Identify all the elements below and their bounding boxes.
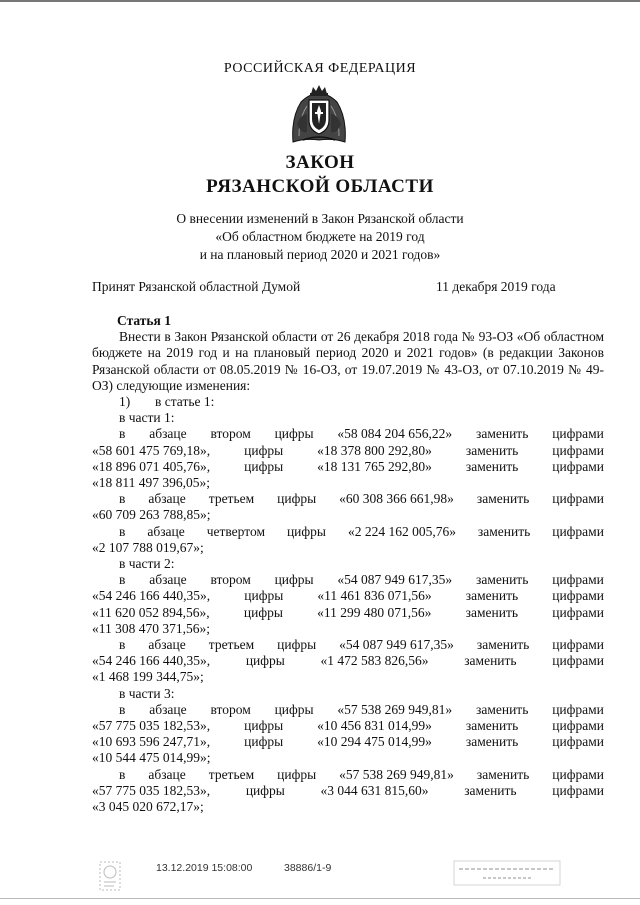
amendment-line: «18 811 497 396,05»; (92, 475, 210, 491)
text-chunk: в (119, 523, 126, 539)
text-chunk: абзаце (149, 701, 187, 717)
text-chunk: цифрами (552, 588, 604, 604)
text-chunk: четвертом (206, 523, 265, 539)
amendment-line (92, 588, 604, 604)
text-chunk: в (119, 766, 126, 782)
part-heading: в части 3: (119, 685, 175, 701)
text-chunk: «18 131 765 292,80» (317, 458, 432, 474)
adoption-date: 11 декабря 2019 года (436, 279, 556, 294)
text-chunk: в (119, 572, 126, 588)
text-chunk: заменить (465, 458, 519, 474)
text-chunk: цифры (277, 637, 317, 653)
text-chunk: абзаце (148, 637, 186, 653)
text-chunk: «54 087 949 617,35» (337, 572, 453, 588)
text-chunk: «11 299 480 071,56» (317, 604, 432, 620)
law-title-line1: ЗАКОН (285, 152, 355, 173)
text-chunk: цифрами (552, 572, 604, 588)
amendment-line (92, 443, 604, 459)
text-chunk: «1 472 583 826,56» (320, 653, 429, 669)
text-chunk: «3 044 631 815,60» (320, 782, 429, 798)
text-chunk: цифры (286, 523, 326, 539)
amendment-line (92, 653, 604, 669)
text-chunk: цифрами (552, 734, 604, 750)
text-chunk: «57 775 035 182,53», (92, 718, 211, 734)
text-chunk: цифрами (552, 491, 604, 507)
article-title: Статья 1 (117, 313, 171, 328)
amendment-line: «11 308 470 371,56»; (92, 620, 210, 636)
amendment-line (92, 718, 604, 734)
text-chunk: «60 308 366 661,98» (339, 491, 454, 507)
text-chunk: третьем (208, 491, 255, 507)
text-chunk: цифрами (552, 458, 604, 474)
text-chunk: заменить (465, 734, 519, 750)
part-heading: в части 2: (119, 556, 175, 572)
text-chunk: заменить (465, 442, 519, 458)
text-chunk: «11 620 052 894,56», (92, 604, 210, 620)
text-chunk: заменить (465, 718, 519, 734)
text-chunk: заменить (465, 604, 519, 620)
scan-bottom-edge (0, 898, 640, 899)
text-chunk: заменить (465, 588, 519, 604)
text-chunk: цифры (244, 718, 284, 734)
article-body (92, 313, 604, 815)
amendment-line (92, 524, 604, 540)
text-chunk: в (119, 426, 126, 442)
amendment-line (92, 767, 604, 783)
text-chunk: цифры (245, 782, 285, 798)
text-chunk: заменить (476, 701, 529, 717)
text-chunk: «57 775 035 182,53», (92, 782, 211, 798)
amendment-line (92, 459, 604, 475)
text-chunk: цифрами (552, 637, 604, 653)
amendment-line (92, 491, 604, 507)
subject-line: и на плановый период 2020 и 2021 годов» (199, 247, 441, 262)
amendment-line (92, 702, 604, 718)
text-chunk: цифры (244, 734, 284, 750)
text-chunk: третьем (208, 637, 255, 653)
text-chunk: абзаце (148, 766, 186, 782)
text-chunk: цифры (277, 491, 317, 507)
text-chunk: заменить (477, 523, 531, 539)
text-chunk: «58 084 204 656,22» (337, 426, 453, 442)
item-number: 1) (119, 394, 131, 410)
text-chunk: «10 294 475 014,99» (317, 734, 432, 750)
text-chunk: заменить (476, 572, 529, 588)
text-chunk: «10 693 596 247,71», (92, 734, 211, 750)
text-chunk: абзаце (147, 523, 185, 539)
text-chunk: «54 087 949 617,35» (339, 637, 454, 653)
adopted-by: Принят Рязанской областной Думой (92, 279, 301, 294)
text-chunk: заменить (476, 426, 529, 442)
part-heading: в части 1: (119, 410, 175, 426)
country-heading: РОССИЙСКАЯ ФЕДЕРАЦИЯ (223, 61, 417, 76)
text-chunk: цифры (274, 572, 314, 588)
text-chunk: абзаце (148, 491, 186, 507)
text-chunk: цифрами (552, 701, 604, 717)
seal-stamp-icon (98, 860, 122, 892)
text-chunk: цифры (244, 458, 284, 474)
amendment-line (92, 637, 604, 653)
text-chunk: цифры (274, 701, 314, 717)
amendment-line (92, 572, 604, 588)
text-chunk: цифрами (552, 782, 604, 798)
amendment-line: «2 107 788 019,67»; (92, 539, 204, 555)
text-chunk: втором (210, 572, 251, 588)
coat-of-arms-icon (287, 84, 351, 148)
text-chunk: «57 538 269 949,81» (339, 766, 454, 782)
article-intro: Внести в Закон Рязанской области от 26 декабря 2018 года № 93-ОЗ «Об областном бюджете на 2019 год и на плановый период 2020 и 2021 годов» (в редакции Законов Рязанской области от 08.05.2019 № 16-ОЗ, от 19.07.2019 № 43-ОЗ, от 07.10.2019 № 49-ОЗ) следующие изменения: (92, 329, 604, 393)
footer-registration-number: 38886/1-9 (284, 862, 332, 874)
text-chunk: в (119, 491, 126, 507)
text-chunk: цифры (274, 426, 314, 442)
text-chunk: цифрами (552, 718, 604, 734)
text-chunk: цифрами (552, 766, 604, 782)
text-chunk: цифры (243, 604, 283, 620)
text-chunk: третьем (208, 766, 255, 782)
text-chunk: заменить (476, 491, 530, 507)
text-chunk: абзаце (149, 426, 187, 442)
text-chunk: цифры (244, 588, 284, 604)
text-chunk: цифрами (552, 442, 604, 458)
text-chunk: «58 601 475 769,18», (92, 442, 211, 458)
scan-top-edge (0, 0, 640, 2)
amendment-line: «3 045 020 672,17»; (92, 799, 204, 815)
text-chunk: в (119, 701, 126, 717)
text-chunk: цифрами (552, 426, 604, 442)
text-chunk: «10 456 831 014,99» (317, 718, 432, 734)
text-chunk: цифры (245, 653, 285, 669)
text-chunk: втором (210, 426, 251, 442)
text-chunk: «18 378 800 292,80» (317, 442, 432, 458)
text-chunk: цифры (277, 766, 317, 782)
subject-line: «Об областном бюджете на 2019 год (215, 229, 425, 244)
amendment-line: «10 544 475 014,99»; (92, 750, 211, 766)
text-chunk: заменить (476, 637, 530, 653)
text-chunk: в (119, 637, 126, 653)
text-chunk: «11 461 836 071,56» (317, 588, 432, 604)
text-chunk: заменить (464, 782, 517, 798)
law-title (0, 151, 640, 199)
text-chunk: цифрами (552, 604, 604, 620)
text-chunk: заменить (476, 766, 530, 782)
item-1 (92, 394, 604, 410)
amendment-line (92, 605, 604, 621)
amendment-line: «1 468 199 344,75»; (92, 669, 204, 685)
text-chunk: «57 538 269 949,81» (337, 701, 453, 717)
text-chunk: «2 224 162 005,76» (347, 523, 456, 539)
text-chunk: «18 896 071 405,76», (92, 458, 211, 474)
law-subject (0, 210, 640, 264)
text-chunk: цифрами (552, 523, 604, 539)
law-title-line2: РЯЗАНСКОЙ ОБЛАСТИ (206, 176, 434, 197)
text-chunk: втором (210, 701, 251, 717)
subject-line: О внесении изменений в Закон Рязанской области (176, 211, 464, 226)
amendment-line (92, 426, 604, 442)
footer-datetime: 13.12.2019 15:08:00 (156, 862, 253, 874)
text-chunk: абзаце (149, 572, 187, 588)
registration-stamp-icon (453, 860, 561, 886)
text-chunk: «54 246 166 440,35», (92, 653, 211, 669)
text-chunk: заменить (464, 653, 517, 669)
amendment-line: «60 709 263 788,85»; (92, 507, 211, 523)
amendment-line (92, 783, 604, 799)
amendment-line (92, 734, 604, 750)
text-chunk: «54 246 166 440,35», (92, 588, 211, 604)
text-chunk: цифрами (552, 653, 604, 669)
item-text: в статье 1: (155, 394, 215, 410)
text-chunk: цифры (244, 442, 284, 458)
